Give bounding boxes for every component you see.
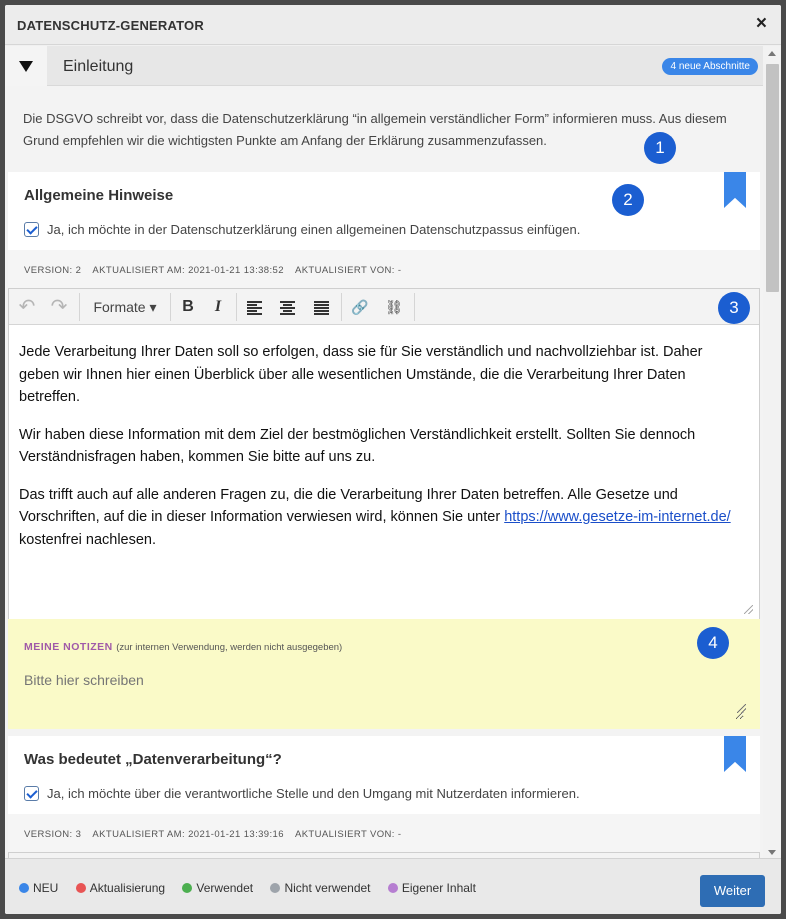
legend-item-aktualisierung: Aktualisierung	[76, 881, 165, 895]
card-title: Was bedeutet „Datenverarbeitung“?	[24, 751, 282, 768]
section-title: Einleitung	[63, 58, 134, 75]
checkbox-label: Ja, ich möchte über die verantwortliche Stelle und den Umgang mit Nutzerdaten informieren.	[47, 786, 580, 801]
editor-resize-handle[interactable]	[744, 605, 753, 614]
paragraph: Jede Verarbeitung Ihrer Daten soll so erfolgen, dass sie für Sie verständlich und nachvollziehbar ist. Daher geben wir Ihnen hier einen Überblick über alle wesentlichen Umstände, die die Verarbeitung Ihrer Daten betreffen.	[19, 344, 703, 405]
unlink-icon[interactable]: ⛓	[385, 299, 403, 315]
dot-icon	[76, 883, 86, 893]
modal-header	[5, 5, 781, 45]
privacy-generator-modal	[5, 5, 781, 914]
paragraph: Das trifft auch auf alle anderen Fragen zu, die die Verarbeitung Ihrer Daten betreffen. Alle Gesetze und Vorschriften, auf die in dieser Information verwiesen wird, können Sie unter https://www.gesetze-im-internet.de/ kostenfrei nachlesen.	[19, 486, 731, 548]
version-meta: VERSION: 3 AKTUALISIERT AM: 2021-01-21 13:39:16 AKTUALISIERT VON: -	[8, 814, 760, 852]
include-checkbox-row[interactable]	[24, 222, 580, 237]
collapse-toggle[interactable]	[5, 46, 47, 86]
modal-content[interactable]	[5, 46, 763, 858]
legend-item-eigener-inhalt: Eigener Inhalt	[388, 881, 476, 895]
link-icon[interactable]: 🔗	[351, 299, 369, 315]
section-card-datenverarbeitung	[8, 736, 760, 814]
include-checkbox-row[interactable]	[24, 786, 580, 801]
new-sections-badge: 4 neue Abschnitte	[662, 58, 758, 75]
scrollbar[interactable]	[763, 46, 781, 858]
step-marker-1: 1	[644, 132, 676, 164]
bookmark-icon[interactable]	[724, 172, 746, 208]
redo-icon[interactable]: ↷	[50, 296, 68, 318]
modal-title: DATENSCHUTZ-GENERATOR	[17, 18, 204, 33]
format-dropdown[interactable]: Formate ▾	[93, 299, 157, 315]
gesetze-link[interactable]: https://www.gesetze-im-internet.de/	[504, 509, 731, 525]
dot-icon	[270, 883, 280, 893]
step-marker-4: 4	[697, 627, 729, 659]
close-icon[interactable]: ×	[755, 13, 767, 34]
editor-toolbar	[9, 289, 759, 325]
dot-icon	[19, 883, 29, 893]
modal-footer	[5, 858, 781, 914]
checkbox-label: Ja, ich möchte in der Datenschutzerklärung einen allgemeinen Datenschutzpassus einfügen.	[47, 222, 581, 237]
align-justify-icon[interactable]	[314, 301, 329, 313]
bold-button[interactable]: B	[182, 298, 194, 315]
legend-item-neu: NEU	[19, 881, 58, 895]
step-marker-2: 2	[612, 184, 644, 216]
section-header-einleitung[interactable]	[5, 46, 763, 86]
notes-panel	[8, 619, 760, 729]
next-button[interactable]: Weiter	[700, 875, 765, 907]
scroll-up-icon[interactable]	[768, 51, 776, 56]
legend-item-verwendet: Verwendet	[182, 881, 253, 895]
version-meta: VERSION: 2 AKTUALISIERT AM: 2021-01-21 13:38:52 AKTUALISIERT VON: -	[8, 250, 760, 288]
scroll-down-icon[interactable]	[768, 850, 776, 855]
step-marker-3: 3	[718, 292, 750, 324]
status-legend	[19, 881, 490, 895]
card-title: Allgemeine Hinweise	[24, 187, 174, 204]
notes-textarea[interactable]	[24, 672, 744, 720]
triangle-down-icon	[19, 61, 33, 72]
dot-icon	[388, 883, 398, 893]
align-left-icon[interactable]	[247, 301, 262, 313]
checkbox[interactable]	[24, 222, 39, 237]
checkbox[interactable]	[24, 786, 39, 801]
rich-text-editor[interactable]	[8, 288, 760, 619]
notes-label: MEINE NOTIZEN (zur internen Verwendung, werden nicht ausgegeben)	[24, 641, 343, 653]
section-card-allgemeine-hinweise	[8, 172, 760, 250]
intro-text: Die DSGVO schreibt vor, dass die Datenschutzerklärung “in allgemein verständlicher Form” informieren muss. Aus diesem Grund empfehlen wir die wichtigsten Punkte am Anfang der Erklärung zusammenzufassen.	[23, 111, 727, 148]
bookmark-icon[interactable]	[724, 736, 746, 772]
align-center-icon[interactable]	[280, 301, 295, 313]
undo-icon[interactable]: ↶	[18, 296, 36, 318]
notes-resize-handle[interactable]	[737, 704, 746, 713]
scroll-thumb[interactable]	[766, 64, 779, 292]
legend-item-nicht-verwendet: Nicht verwendet	[270, 881, 370, 895]
paragraph: Wir haben diese Information mit dem Ziel der bestmöglichen Verständlichkeit erstellt. Sollten Sie dennoch Verständnisfragen haben, kommen Sie bitte auf uns zu.	[19, 426, 696, 465]
italic-button[interactable]: I	[214, 298, 222, 315]
dot-icon	[182, 883, 192, 893]
